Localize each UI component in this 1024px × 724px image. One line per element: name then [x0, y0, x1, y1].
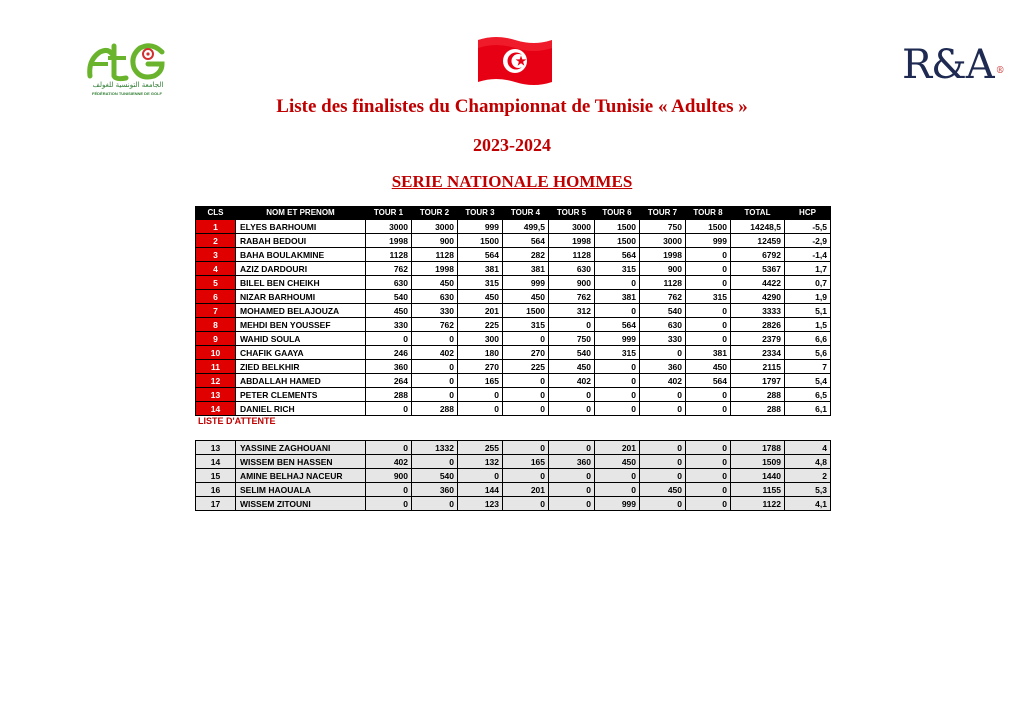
score-cell: 564	[503, 234, 549, 248]
score-cell: 144	[458, 483, 503, 497]
score-cell: 315	[595, 346, 640, 360]
score-cell: 0	[366, 402, 412, 416]
ftg-arabic-name: الجامعة التونسية للغولف	[92, 81, 164, 89]
score-cell: 381	[686, 346, 731, 360]
section-title: SERIE NATIONALE HOMMES	[391, 172, 633, 191]
score-cell: 0	[412, 455, 458, 469]
score-cell: 3333	[731, 304, 785, 318]
score-cell: 270	[503, 346, 549, 360]
score-cell: 999	[595, 332, 640, 346]
score-cell: 0	[640, 402, 686, 416]
score-cell: 14248,5	[731, 220, 785, 234]
score-cell: 0	[458, 402, 503, 416]
rank-cell: 5	[196, 276, 236, 290]
season-year: 2023-2024	[473, 135, 551, 155]
score-cell: 630	[366, 276, 412, 290]
score-cell: 402	[549, 374, 595, 388]
score-cell: 123	[458, 497, 503, 511]
score-cell: 0	[412, 360, 458, 374]
score-cell: 0	[686, 332, 731, 346]
score-cell: 0	[686, 469, 731, 483]
score-cell: 288	[731, 388, 785, 402]
score-cell: 201	[595, 441, 640, 455]
score-cell: 201	[458, 304, 503, 318]
player-name-cell: PETER CLEMENTS	[236, 388, 366, 402]
score-cell: 0	[686, 455, 731, 469]
score-cell: 288	[731, 402, 785, 416]
column-header: TOUR 4	[503, 207, 549, 220]
score-cell: 5,6	[785, 346, 831, 360]
tunisia-flag	[474, 34, 556, 90]
rank-cell: 1	[196, 220, 236, 234]
score-cell: 564	[595, 318, 640, 332]
score-cell: 315	[458, 276, 503, 290]
score-cell: 1509	[731, 455, 785, 469]
score-cell: 1128	[549, 248, 595, 262]
score-cell: 762	[640, 290, 686, 304]
score-cell: 0	[366, 441, 412, 455]
rank-cell: 7	[196, 304, 236, 318]
player-name-cell: ZIED BELKHIR	[236, 360, 366, 374]
column-header: TOUR 3	[458, 207, 503, 220]
score-cell: 0	[549, 388, 595, 402]
score-cell: 4422	[731, 276, 785, 290]
score-cell: 1128	[366, 248, 412, 262]
table-row	[196, 318, 831, 332]
player-name-cell: BILEL BEN CHEIKH	[236, 276, 366, 290]
score-cell: 381	[503, 262, 549, 276]
score-cell: 288	[366, 388, 412, 402]
score-cell: 3000	[366, 220, 412, 234]
score-cell: 165	[503, 455, 549, 469]
score-cell: 165	[458, 374, 503, 388]
ftg-logo	[86, 40, 168, 98]
score-cell: 2826	[731, 318, 785, 332]
score-cell: 0	[640, 388, 686, 402]
score-cell: 1998	[366, 234, 412, 248]
score-cell: 999	[595, 497, 640, 511]
score-cell: 0	[686, 262, 731, 276]
score-cell: 0	[595, 276, 640, 290]
score-cell: 1500	[686, 220, 731, 234]
finalists-table	[195, 206, 831, 416]
score-cell: 0	[686, 318, 731, 332]
rank-cell: 10	[196, 346, 236, 360]
score-cell: 450	[366, 304, 412, 318]
score-cell: 1500	[595, 234, 640, 248]
rank-cell: 6	[196, 290, 236, 304]
column-header: HCP	[785, 207, 831, 220]
score-cell: 0	[549, 402, 595, 416]
score-cell: 540	[366, 290, 412, 304]
score-cell: 315	[595, 262, 640, 276]
score-cell: 0	[458, 388, 503, 402]
score-cell: 0	[503, 441, 549, 455]
score-cell: 0	[366, 332, 412, 346]
score-cell: 360	[366, 360, 412, 374]
table-row	[196, 360, 831, 374]
score-cell: 360	[412, 483, 458, 497]
score-cell: 450	[686, 360, 731, 374]
score-cell: 0	[640, 497, 686, 511]
score-cell: 0	[640, 441, 686, 455]
score-cell: 270	[458, 360, 503, 374]
score-cell: 132	[458, 455, 503, 469]
score-cell: 1122	[731, 497, 785, 511]
score-cell: 0	[686, 304, 731, 318]
column-header: TOUR 2	[412, 207, 458, 220]
score-cell: 3000	[412, 220, 458, 234]
rank-cell: 14	[196, 455, 236, 469]
score-cell: 0	[549, 318, 595, 332]
score-cell: 1,7	[785, 262, 831, 276]
score-cell: 1500	[595, 220, 640, 234]
rank-cell: 13	[196, 441, 236, 455]
score-cell: 1998	[412, 262, 458, 276]
score-cell: 225	[503, 360, 549, 374]
score-cell: 630	[640, 318, 686, 332]
column-header: NOM ET PRENOM	[236, 207, 366, 220]
rank-cell: 12	[196, 374, 236, 388]
score-cell: 999	[458, 220, 503, 234]
column-header: TOUR 6	[595, 207, 640, 220]
score-cell: 0	[549, 441, 595, 455]
score-cell: 1797	[731, 374, 785, 388]
score-cell: 1500	[503, 304, 549, 318]
player-name-cell: AMINE BELHAJ NACEUR	[236, 469, 366, 483]
score-cell: 0	[686, 276, 731, 290]
score-cell: 4,1	[785, 497, 831, 511]
ftg-french-name: FÉDÉRATION TUNISIENNE DE GOLF	[92, 91, 162, 96]
score-cell: 540	[640, 304, 686, 318]
score-cell: 201	[503, 483, 549, 497]
score-cell: 1128	[412, 248, 458, 262]
score-cell: 0	[503, 402, 549, 416]
score-cell: 3000	[549, 220, 595, 234]
score-cell: 0	[503, 332, 549, 346]
score-cell: 2334	[731, 346, 785, 360]
score-cell: 0	[595, 483, 640, 497]
score-cell: 6,5	[785, 388, 831, 402]
score-cell: 900	[412, 234, 458, 248]
score-cell: 330	[366, 318, 412, 332]
score-cell: 180	[458, 346, 503, 360]
score-cell: 540	[412, 469, 458, 483]
score-cell: 315	[686, 290, 731, 304]
column-header: TOUR 1	[366, 207, 412, 220]
rank-cell: 3	[196, 248, 236, 262]
table-header-row	[196, 207, 831, 220]
table-row	[196, 346, 831, 360]
score-cell: 564	[686, 374, 731, 388]
table-row	[196, 455, 831, 469]
table-row	[196, 290, 831, 304]
score-cell: 255	[458, 441, 503, 455]
score-cell: 450	[412, 276, 458, 290]
rank-cell: 16	[196, 483, 236, 497]
score-cell: 0	[366, 497, 412, 511]
score-cell: 0	[686, 497, 731, 511]
ra-registered-mark: ®	[995, 66, 1004, 76]
score-cell: 0	[686, 402, 731, 416]
score-cell: 4,8	[785, 455, 831, 469]
score-cell: 402	[366, 455, 412, 469]
score-cell: 450	[595, 455, 640, 469]
score-cell: 0	[595, 388, 640, 402]
player-name-cell: WISSEM BEN HASSEN	[236, 455, 366, 469]
tunisia-flag-icon	[474, 34, 556, 90]
score-cell: 5,4	[785, 374, 831, 388]
score-cell: 762	[412, 318, 458, 332]
score-cell: 0	[503, 374, 549, 388]
score-cell: 0	[503, 388, 549, 402]
score-cell: 3000	[640, 234, 686, 248]
score-cell: 0	[595, 469, 640, 483]
column-header: TOUR 8	[686, 207, 731, 220]
ra-logo-text: R&A	[902, 42, 994, 88]
player-name-cell: ABDALLAH HAMED	[236, 374, 366, 388]
player-name-cell: DANIEL RICH	[236, 402, 366, 416]
score-cell: 0	[686, 388, 731, 402]
score-cell: 246	[366, 346, 412, 360]
score-cell: 450	[549, 360, 595, 374]
rank-cell: 15	[196, 469, 236, 483]
player-name-cell: WAHID SOULA	[236, 332, 366, 346]
table-row	[196, 497, 831, 511]
player-name-cell: BAHA BOULAKMINE	[236, 248, 366, 262]
score-cell: 1128	[640, 276, 686, 290]
score-cell: 402	[640, 374, 686, 388]
score-cell: 900	[366, 469, 412, 483]
score-cell: 6,1	[785, 402, 831, 416]
score-cell: -2,9	[785, 234, 831, 248]
player-name-cell: NIZAR BARHOUMI	[236, 290, 366, 304]
score-cell: 282	[503, 248, 549, 262]
score-cell: 564	[458, 248, 503, 262]
score-cell: 0	[686, 441, 731, 455]
score-cell: 450	[640, 483, 686, 497]
score-cell: 630	[412, 290, 458, 304]
table-row	[196, 234, 831, 248]
score-cell: 0,7	[785, 276, 831, 290]
score-cell: 0	[412, 374, 458, 388]
score-cell: 1440	[731, 469, 785, 483]
ra-logo	[902, 40, 1002, 90]
score-cell: 0	[549, 469, 595, 483]
score-cell: 630	[549, 262, 595, 276]
score-cell: 2115	[731, 360, 785, 374]
score-cell: 0	[412, 388, 458, 402]
score-cell: 564	[595, 248, 640, 262]
column-header: TOTAL	[731, 207, 785, 220]
rank-cell: 17	[196, 497, 236, 511]
rank-cell: 13	[196, 388, 236, 402]
score-cell: 7	[785, 360, 831, 374]
table-row	[196, 248, 831, 262]
score-cell: -5,5	[785, 220, 831, 234]
table-row	[196, 374, 831, 388]
column-header: TOUR 7	[640, 207, 686, 220]
score-cell: 1155	[731, 483, 785, 497]
score-cell: 381	[595, 290, 640, 304]
column-header: CLS	[196, 207, 236, 220]
score-cell: 5,1	[785, 304, 831, 318]
score-cell: 312	[549, 304, 595, 318]
page-title: Liste des finalistes du Championnat de Tunisie « Adultes »	[276, 96, 748, 117]
rank-cell: 9	[196, 332, 236, 346]
score-cell: 402	[412, 346, 458, 360]
score-cell: 288	[412, 402, 458, 416]
score-cell: 540	[549, 346, 595, 360]
table-row	[196, 262, 831, 276]
table-row	[196, 402, 831, 416]
player-name-cell: AZIZ DARDOURI	[236, 262, 366, 276]
player-name-cell: RABAH BEDOUI	[236, 234, 366, 248]
player-name-cell: MOHAMED BELAJOUZA	[236, 304, 366, 318]
score-cell: 381	[458, 262, 503, 276]
rank-cell: 11	[196, 360, 236, 374]
score-cell: 6792	[731, 248, 785, 262]
score-cell: 0	[412, 497, 458, 511]
score-cell: 0	[595, 360, 640, 374]
score-cell: 1998	[549, 234, 595, 248]
score-cell: 0	[366, 483, 412, 497]
score-cell: 315	[503, 318, 549, 332]
score-cell: 1,5	[785, 318, 831, 332]
score-cell: 1788	[731, 441, 785, 455]
score-cell: -1,4	[785, 248, 831, 262]
player-name-cell: SELIM HAOUALA	[236, 483, 366, 497]
table-row	[196, 220, 831, 234]
score-cell: 300	[458, 332, 503, 346]
score-cell: 1500	[458, 234, 503, 248]
score-cell: 0	[503, 469, 549, 483]
score-cell: 0	[412, 332, 458, 346]
column-header: TOUR 5	[549, 207, 595, 220]
score-cell: 0	[595, 402, 640, 416]
rank-cell: 8	[196, 318, 236, 332]
player-name-cell: YASSINE ZAGHOUANI	[236, 441, 366, 455]
score-cell: 330	[640, 332, 686, 346]
score-cell: 750	[640, 220, 686, 234]
score-cell: 999	[686, 234, 731, 248]
score-cell: 450	[458, 290, 503, 304]
score-cell: 1998	[640, 248, 686, 262]
score-cell: 4290	[731, 290, 785, 304]
table-row	[196, 469, 831, 483]
score-cell: 0	[640, 346, 686, 360]
player-name-cell: CHAFIK GAAYA	[236, 346, 366, 360]
table-row	[196, 276, 831, 290]
player-name-cell: ELYES BARHOUMI	[236, 220, 366, 234]
player-name-cell: MEHDI BEN YOUSSEF	[236, 318, 366, 332]
player-name-cell: WISSEM ZITOUNI	[236, 497, 366, 511]
score-cell: 0	[503, 497, 549, 511]
score-cell: 12459	[731, 234, 785, 248]
score-cell: 0	[640, 455, 686, 469]
score-cell: 762	[366, 262, 412, 276]
score-cell: 0	[458, 469, 503, 483]
score-cell: 999	[503, 276, 549, 290]
table-row	[196, 483, 831, 497]
score-cell: 6,6	[785, 332, 831, 346]
score-cell: 264	[366, 374, 412, 388]
score-cell: 0	[549, 497, 595, 511]
score-cell: 360	[549, 455, 595, 469]
score-cell: 225	[458, 318, 503, 332]
score-cell: 750	[549, 332, 595, 346]
ftg-logo-mark-icon	[86, 40, 168, 82]
score-cell: 2379	[731, 332, 785, 346]
score-cell: 499,5	[503, 220, 549, 234]
score-cell: 1332	[412, 441, 458, 455]
score-cell: 450	[503, 290, 549, 304]
score-cell: 4	[785, 441, 831, 455]
table-row	[196, 304, 831, 318]
score-cell: 0	[686, 248, 731, 262]
score-cell: 0	[549, 483, 595, 497]
score-cell: 0	[686, 483, 731, 497]
score-cell: 5367	[731, 262, 785, 276]
table-row	[196, 388, 831, 402]
score-cell: 330	[412, 304, 458, 318]
rank-cell: 14	[196, 402, 236, 416]
score-cell: 0	[595, 374, 640, 388]
score-cell: 762	[549, 290, 595, 304]
waitlist-table	[195, 440, 831, 511]
score-cell: 900	[549, 276, 595, 290]
score-cell: 1,9	[785, 290, 831, 304]
score-cell: 5,3	[785, 483, 831, 497]
score-cell: 900	[640, 262, 686, 276]
score-cell: 0	[640, 469, 686, 483]
score-cell: 2	[785, 469, 831, 483]
table-row	[196, 332, 831, 346]
rank-cell: 2	[196, 234, 236, 248]
score-cell: 0	[595, 304, 640, 318]
rank-cell: 4	[196, 262, 236, 276]
table-row	[196, 441, 831, 455]
score-cell: 360	[640, 360, 686, 374]
waitlist-label: LISTE D'ATTENTE	[198, 416, 276, 426]
